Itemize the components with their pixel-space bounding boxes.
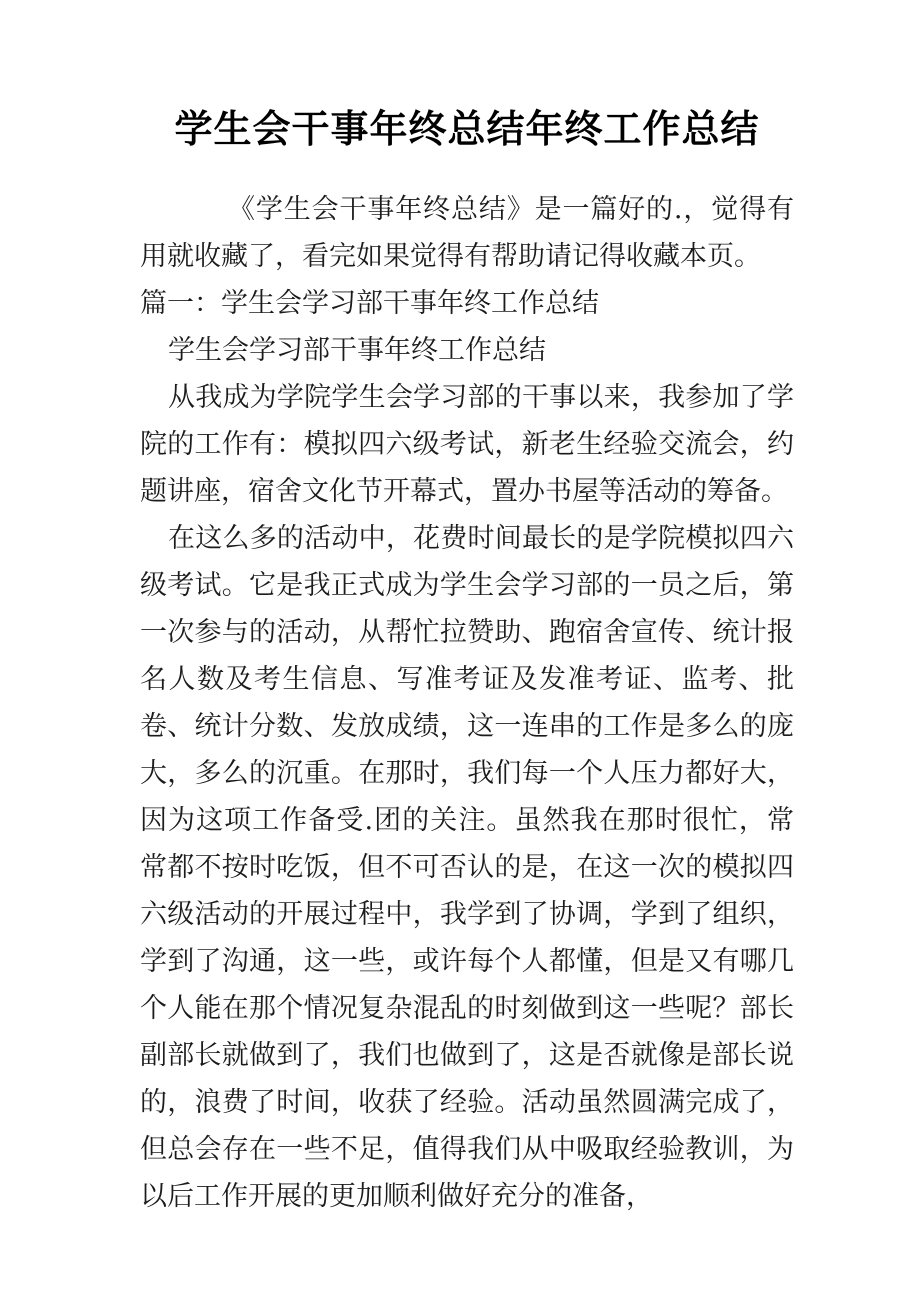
paragraph-section-heading: 篇一：学生会学习部干事年终工作总结 xyxy=(140,288,599,319)
document-title: 学生会干事年终总结年终工作总结 xyxy=(174,107,760,151)
paragraph-body-1: 从我成为学院学生会学习部的干事以来，我参加了学院的工作有：模拟四六级考试，新老生经验交流会，约题讲座，宿舍文化节开幕式，置办书屋等活动的筹备。 xyxy=(140,382,794,507)
paragraph-subheading: 学生会学习部干事年终工作总结 xyxy=(168,335,546,366)
paragraph-intro: 《学生会干事年终总结》是一篇好的.，觉得有用就收藏了，看完如果觉得有帮助请记得收藏本页。 xyxy=(140,194,794,272)
paragraph-body-2: 在这么多的活动中，花费时间最长的是学院模拟四六级考试。它是我正式成为学生会学习部的一员之后，第一次参与的活动，从帮忙拉赞助、跑宿舍宣传、统计报名人数及考生信息、写准考证及发准考证、监考、批卷、统计分数、发放成绩，这一连串的工作是多么的庞大，多么的沉重。在那时，我们每一个人压力都好大，因为这项工作备受.团的关注。虽然我在那时很忙，常常都不按时吃饭，但不可否认的是，在这一次的模拟四六级活动的开展过程中，我学到了协调，学到了组织，学到了沟通，这一些，或许每个人都懂，但是又有哪几个人能在那个情况复杂混乱的时刻做到这一些呢？部长副部长就做到了，我们也做到了，这是否就像是部长说的，浪费了时间，收获了经验。活动虽然圆满完成了，但总会存在一些不足，值得我们从中吸取经验教训，为以后工作开展的更加顺利做好充分的准备， xyxy=(140,523,794,1212)
